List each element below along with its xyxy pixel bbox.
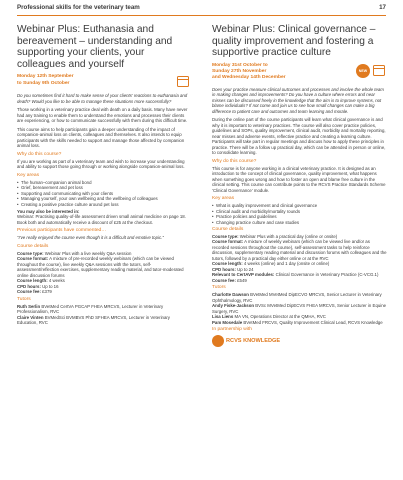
- section-heading: Tutors: [212, 285, 226, 291]
- detail-row: Course format: A mixture of weekly webinars (which can be viewed live and/or as recorded sessions throughout the course), self-assessment tasks to help reinforce discussion, supplementary reading material and discussion forums with colleagues and the tutors, followed by a practical day either online or at the RVC: [212, 239, 387, 261]
- course-title: Webinar Plus: Clinical governance – quality improvement and fostering a supportive practice culture: [212, 24, 376, 59]
- section-heading: Why do this course?: [17, 151, 62, 157]
- date-line: Sunday 27th November: [212, 68, 267, 74]
- date-line: Monday 12th September: [17, 74, 74, 80]
- body-paragraph: During the online part of the course participants will learn what clinical governance is and why it is important to veterinary practices. The course will also cover practice policies, guidelines and SOPs, quality improvement, clinical audit, morbidity and mortality reporting, near misses and adverse events, reflective practice and creating a learning culture. Participants will take part in regular meetings and discuss how to apply these principles in practice. There will be a follow up practical day, which can be attended in person or online, to consolidate learning.: [212, 117, 386, 156]
- also-interested-text: Webinar: Practising quality-of-life assessment driven small animal medicine on page 18. Book both and automatically receive a discount of £25 at the checkout.: [17, 214, 186, 225]
- detail-row: Course type: Webinar Plus with a live weekly Q&A session: [17, 250, 132, 256]
- header-divider: [17, 15, 386, 16]
- intro-text: Do you sometimes find it hard to make sense of your clients’ reactions to euthanasia and death? Would you like to be able to manage these situations more successfully?: [17, 93, 188, 104]
- tutor-entry: Ruth Serlin BVetMed CertVA PGCAP FHEA MRCVS, Lecturer in Veterinary Professionalism, RVC: [17, 303, 164, 315]
- calendar-icon: [373, 65, 385, 76]
- tutor-entry: Andy Fiske-Jackson BVSc MVetMed DipECVS FHEA MRCVS, Senior Lecturer in Equine Surgery, RVC: [212, 303, 387, 314]
- list-item: • Supporting and communicating with your clients: [17, 191, 191, 196]
- section-heading: Course details: [212, 226, 244, 232]
- section-heading: Key areas: [17, 172, 40, 178]
- section-heading: Key areas: [212, 196, 235, 202]
- tutor-entry: Charlotte Dawson BVetMed MVetMed DipECVO MRCVS, Senior Lecturer in Veterinary Ophthalmology, RVC: [212, 292, 382, 303]
- detail-row: Course length: 4 weeks: [17, 278, 65, 284]
- section-title: Professional skills for the veterinary team: [17, 4, 140, 11]
- page-number: 17: [379, 4, 386, 11]
- body-paragraph: Those working in a veterinary practice deal with death on a daily basis. Many have never had any training to enable them to understand the emotions and processes their clients are experiencing, or how to communicate successfully with them during this difficult time.: [17, 107, 188, 124]
- intro-text: Does your practice measure clinical outcomes and processes and involve the whole team in making changes and improvements? Do you have a culture where errors and near misses can be discussed freely in the knowledge that the aim is to improve systems, not blame individuals? If not come and join us to see how small changes can make a big difference to patient care and outcomes and team learning and morale.: [212, 86, 384, 114]
- body-paragraph: This course is for anyone working in a clinical veterinary practice. It is designed as an introduction to the concept of clinical governance, quality improvement, what happens when something goes wrong and how to foster an open and blame free culture in the clinical setting. This course can contribute points to the RCVS Practice Standards Scheme ‘Clinical Governance’ module.: [212, 165, 386, 193]
- course-clinical-governance: [212, 24, 387, 351]
- date-line: Monday 31st October to: [212, 62, 268, 68]
- tutor-entry: Pam Mosedale BVetMed FRCVS, Quality Improvement Clinical Lead, RCVS Knowledge: [212, 319, 383, 325]
- list-item: • Changing practice culture and case studies: [212, 220, 387, 225]
- tutor-entry: Claire Vinten BVMedSci BVMBVS PhD SFHEA MRCVS, Lecturer in Veterinary Education, RVC: [17, 314, 170, 326]
- list-item: • The human–companion animal bond: [17, 180, 191, 185]
- key-areas-list: [17, 180, 191, 207]
- detail-row: Course length: 4 weeks (online) and 1 day (onsite or online): [212, 261, 330, 267]
- course-title: Webinar Plus: Euthanasia and bereavement – understanding and supporting your clients, your colleagues and yourself: [17, 24, 173, 70]
- list-item: • Grief, bereavement and pet loss: [17, 185, 191, 190]
- detail-row: Relevant to CertAVP modules: Clinical Governance in Veterinary Practice (C-VCG.1): [212, 272, 379, 278]
- course-dates: [17, 74, 191, 89]
- section-heading: Previous participants have commented…: [17, 228, 107, 234]
- section-heading: In partnership with: [212, 327, 252, 333]
- list-item: • What is quality improvement and clinical governance: [212, 203, 387, 208]
- rcvs-knowledge-logo: [212, 335, 387, 351]
- date-line: and Wednesday 14th December: [212, 75, 286, 81]
- list-item: • Practice policies and guidelines: [212, 214, 387, 219]
- tutor-entry: Lisa Liens MA VN, Operations Director at the QMHA, RVC: [212, 314, 326, 320]
- section-heading: Tutors: [17, 296, 31, 302]
- key-areas-list: [212, 203, 387, 225]
- detail-row: Course format: A mixture of pre-recorded weekly webinars (which can be viewed throughout the course), live weekly Q&A sessions with the tutors, self-assessment/reflection exercises, supplementary reading material, and tutor-moderated online discussion forums: [17, 256, 184, 278]
- detail-row: Course fee: £549: [212, 277, 247, 283]
- section-heading: Course details: [17, 243, 49, 249]
- course-dates: [212, 63, 387, 83]
- also-interested-heading: You may also be interested in:: [17, 208, 80, 214]
- date-line: to Sunday 9th October: [17, 80, 70, 86]
- list-item: • Clinical audit and morbidity/mortality rounds: [212, 209, 387, 214]
- new-badge: NEW: [356, 64, 370, 78]
- participant-quote: “I’ve really enjoyed the course even though it is a difficult and emotive topic.”: [17, 235, 164, 241]
- detail-row: Course fee: £379: [17, 289, 52, 295]
- detail-row: Course type: Webinar Plus with a practical day (online or onsite): [212, 233, 338, 239]
- course-euthanasia: [17, 24, 191, 326]
- calendar-icon: [177, 76, 189, 87]
- logo-text: RCVS KNOWLEDGE: [226, 338, 281, 345]
- detail-row: CPD hours: Up to 16: [17, 283, 59, 289]
- list-item: • Creating a positive practice culture around pet loss: [17, 202, 191, 207]
- list-item: • Managing yourself, your own wellbeing and the wellbeing of colleagues: [17, 196, 191, 201]
- logo-badge-icon: [212, 335, 224, 347]
- body-paragraph: If you are working as part of a veterinary team and wish to increase your understanding and ability to support those going through or working alongside companion-animal loss.: [17, 158, 185, 170]
- body-paragraph: This course aims to help participants gain a deeper understanding of the impact of companion-animal loss on clients, colleagues and themselves. It also intends to equip participants with the skills needed to support and manage those affected by companion animal loss.: [17, 126, 185, 149]
- detail-row: CPD hours: Up to 24: [212, 266, 254, 272]
- section-heading: Why do this course?: [212, 158, 257, 164]
